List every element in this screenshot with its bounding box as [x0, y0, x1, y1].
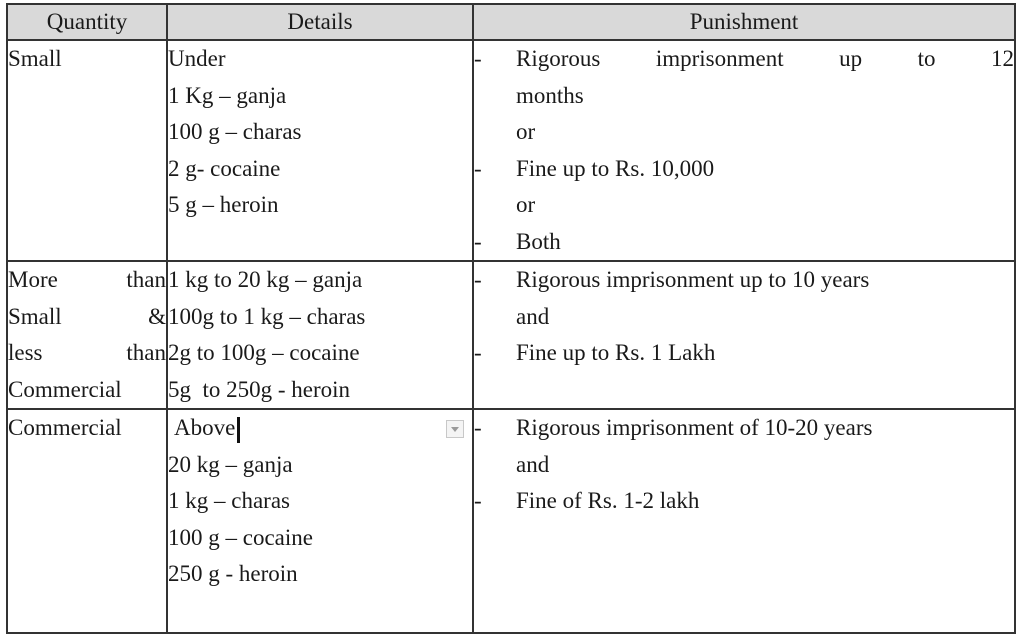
word: than [126, 267, 166, 292]
details-line: 5g to 250g - heroin [168, 376, 351, 402]
details-line: 1 Kg – ganja [168, 82, 287, 108]
punishment-item [474, 483, 1014, 520]
details-line: Under [168, 46, 226, 71]
dropdown-toggle-icon[interactable] [446, 420, 464, 438]
details-line: 1 kg – charas [168, 488, 290, 513]
word: imprisonment [655, 46, 784, 71]
word: less [8, 340, 43, 365]
punishment-item [474, 410, 1014, 447]
punishment-text: Rigorous imprisonment of 10-20 years [516, 415, 873, 440]
details-text-above: Above [174, 415, 236, 440]
table-row-small [7, 40, 1015, 261]
details-line: 100 g – charas [168, 119, 302, 144]
details-line: 250 g - heroin [168, 561, 298, 586]
punishment-cell[interactable] [473, 409, 1015, 633]
quantity-line [8, 262, 166, 299]
word: than [126, 340, 166, 365]
details-line: 2g to 100g – cocaine [168, 340, 360, 365]
table-row-commercial [7, 409, 1015, 633]
quantity-cell[interactable] [7, 40, 167, 261]
quantity-line [8, 372, 166, 409]
punishment-item [474, 335, 1014, 372]
header-details: Details [167, 4, 473, 40]
punishment-text: or [516, 192, 536, 217]
ndps-punishment-table [6, 3, 1016, 634]
details-line: 2 g- cocaine [168, 155, 281, 181]
word: Commercial [8, 376, 122, 402]
punishment-text: or [516, 119, 536, 144]
punishment-item [474, 151, 1014, 188]
punishment-text: months [516, 82, 584, 108]
bullet-dash: - [474, 415, 482, 440]
quantity-text: Small [8, 46, 62, 71]
word: & [148, 303, 166, 329]
table-row-intermediate [7, 261, 1015, 409]
details-cell[interactable] [167, 261, 473, 409]
quantity-text: Commercial [8, 415, 122, 440]
punishment-item [474, 78, 1014, 115]
punishment-text: Fine up to Rs. 1 Lakh [516, 340, 716, 365]
bullet-dash: - [474, 46, 482, 71]
details-line: 5 g – heroin [168, 192, 279, 217]
word: to [917, 46, 936, 71]
bullet-dash: - [474, 155, 482, 181]
punishment-text: Rigorous imprisonment up to 10 years [516, 267, 870, 292]
bullet-dash: - [474, 488, 482, 513]
punishment-cell[interactable] [473, 261, 1015, 409]
details-line: 1 kg to 20 kg – ganja [168, 267, 363, 292]
quantity-line [8, 335, 166, 372]
punishment-item [474, 299, 1014, 336]
punishment-item [474, 41, 1014, 78]
word: up [839, 46, 863, 71]
word: Small [8, 303, 62, 329]
word: More [8, 267, 58, 292]
quantity-cell[interactable] [7, 261, 167, 409]
punishment-cell[interactable] [473, 40, 1015, 261]
table-header-row [7, 4, 1015, 40]
punishment-item [474, 187, 1014, 224]
punishment-text: Fine of Rs. 1-2 lakh [516, 488, 700, 513]
header-quantity: Quantity [7, 4, 167, 40]
punishment-item [474, 262, 1014, 299]
punishment-text: and [516, 451, 550, 477]
details-cell[interactable] [167, 40, 473, 261]
punishment-text: Both [516, 228, 561, 254]
word: 12 [990, 46, 1014, 71]
details-line: 100g to 1 kg – charas [168, 303, 366, 329]
quantity-cell[interactable] [7, 409, 167, 633]
text-cursor [237, 417, 240, 443]
details-line: 20 kg – ganja [168, 451, 293, 477]
details-line[interactable] [168, 410, 472, 447]
punishment-item [474, 224, 1014, 261]
word: Rigorous [516, 46, 601, 71]
punishment-item [474, 447, 1014, 484]
bullet-dash: - [474, 267, 482, 292]
header-punishment: Punishment [473, 4, 1015, 40]
punishment-text: Fine up to Rs. 10,000 [516, 155, 715, 181]
quantity-line [8, 299, 166, 336]
bullet-dash: - [474, 340, 482, 365]
punishment-text: and [516, 303, 550, 329]
details-line: 100 g – cocaine [168, 524, 313, 550]
details-cell[interactable] [167, 409, 473, 633]
punishment-item [474, 114, 1014, 151]
punishment-text [474, 41, 1014, 78]
bullet-dash: - [474, 228, 482, 254]
